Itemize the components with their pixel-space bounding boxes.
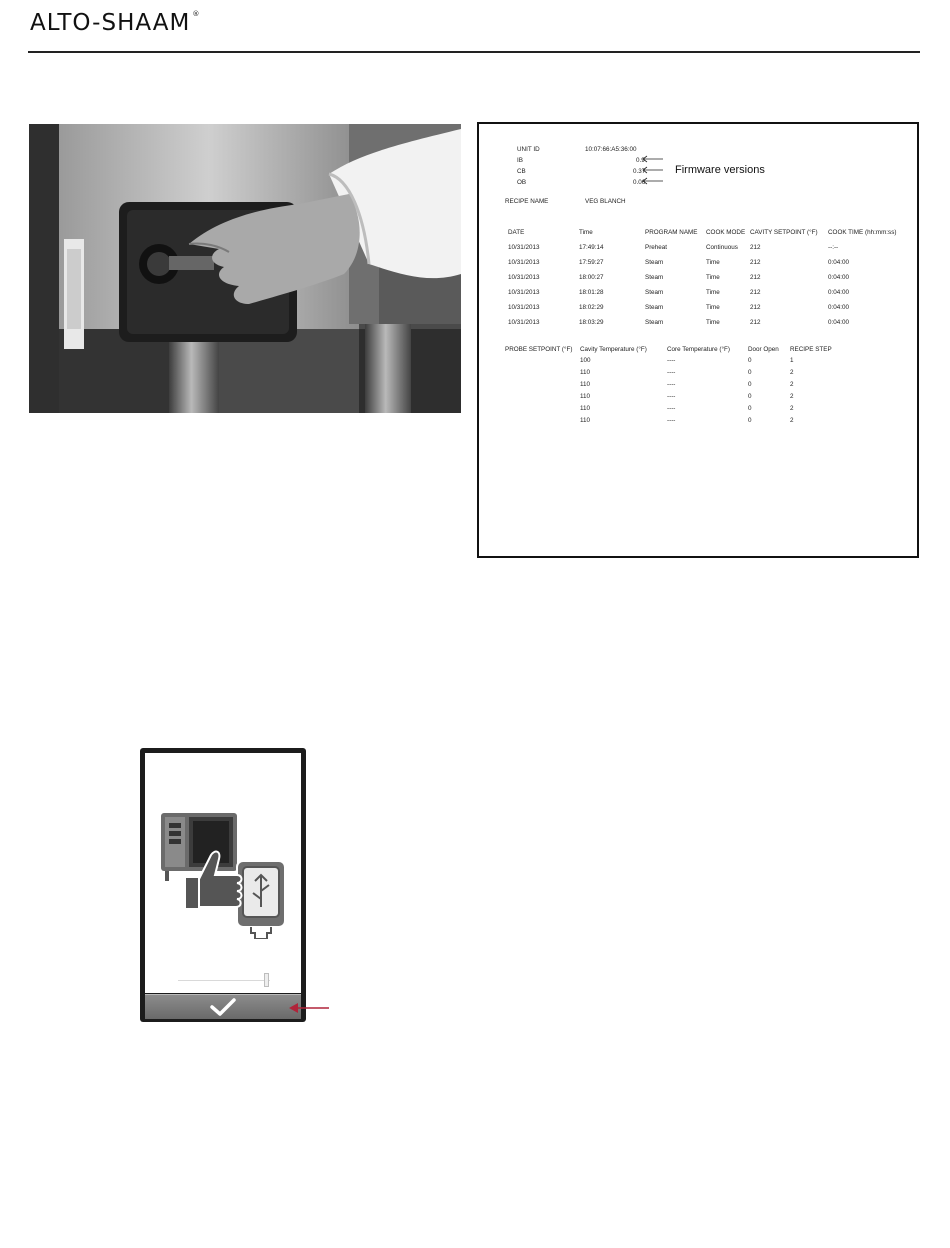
- log-cell: 212: [750, 274, 761, 281]
- log-cell: 0:04:00: [828, 259, 850, 266]
- log-header-cooktime: COOK TIME (hh:mm:ss): [828, 229, 897, 236]
- log-cell: 10/31/2013: [508, 244, 540, 251]
- brand-logo-text: ALTO-SHAAM: [30, 10, 191, 36]
- log-cell: 18:03:29: [579, 319, 604, 326]
- header-divider: [28, 51, 920, 53]
- progress-thumb: [264, 973, 269, 987]
- log-cell: 17:59:27: [579, 259, 604, 266]
- probe-cell: 110: [580, 369, 591, 376]
- probe-cell: 0: [748, 357, 752, 364]
- firmware-cb-value: 0.37: [633, 168, 646, 175]
- probe-cell: 0: [748, 405, 752, 412]
- probe-header-step: RECIPE STEP: [790, 346, 832, 353]
- probe-cell: 1: [790, 357, 794, 364]
- unit-id-value: 10:07:66:A5:36:00: [585, 146, 637, 153]
- probe-cell: 0: [748, 393, 752, 400]
- log-cell: --:--: [828, 244, 839, 251]
- probe-header-cavity: Cavity Temperature (°F): [580, 346, 647, 353]
- probe-cell: ----: [667, 381, 676, 388]
- log-header-setpoint: CAVITY SETPOINT (°F): [750, 229, 818, 236]
- log-cell: 10/31/2013: [508, 259, 540, 266]
- log-cell: Steam: [645, 289, 664, 296]
- probe-cell: 2: [790, 393, 794, 400]
- log-cell: 0:04:00: [828, 319, 850, 326]
- log-header-time: Time: [579, 229, 593, 236]
- log-cell: 18:01:28: [579, 289, 604, 296]
- probe-cell: 2: [790, 417, 794, 424]
- probe-cell: 110: [580, 417, 591, 424]
- device-screen: [140, 748, 306, 1022]
- log-cell: 10/31/2013: [508, 304, 540, 311]
- probe-cell: 0: [748, 417, 752, 424]
- firmware-ib-label: IB: [517, 157, 523, 164]
- callout-arrow: [289, 1001, 331, 1015]
- firmware-cb-label: CB: [517, 168, 526, 175]
- registered-mark: ®: [192, 10, 201, 18]
- thumbs-up-usb-icon: [159, 809, 291, 939]
- probe-header-core: Core Temperature (°F): [667, 346, 730, 353]
- progress-track: [178, 980, 270, 981]
- recipe-name-value: VEG BLANCH: [585, 198, 626, 205]
- unit-id-label: UNIT ID: [517, 146, 540, 153]
- probe-cell: 2: [790, 381, 794, 388]
- firmware-ib-value: 0.9: [636, 157, 645, 164]
- firmware-versions-annotation: Firmware versions: [675, 164, 765, 176]
- probe-cell: 2: [790, 369, 794, 376]
- probe-cell: 100: [580, 357, 591, 364]
- probe-cell: 110: [580, 393, 591, 400]
- log-cell: Time: [706, 289, 720, 296]
- probe-cell: 2: [790, 405, 794, 412]
- probe-cell: ----: [667, 369, 676, 376]
- brand-logo: [30, 10, 200, 36]
- probe-cell: ----: [667, 417, 676, 424]
- log-header-program: PROGRAM NAME: [645, 229, 698, 236]
- probe-cell: 110: [580, 405, 591, 412]
- probe-cell: ----: [667, 357, 676, 364]
- probe-cell: 0: [748, 381, 752, 388]
- confirm-button[interactable]: [145, 994, 301, 1019]
- log-cell: 212: [750, 244, 761, 251]
- firmware-ob-value: 0.06: [633, 179, 646, 186]
- log-cell: 0:04:00: [828, 289, 850, 296]
- log-cell: Continuous: [706, 244, 738, 251]
- log-cell: Steam: [645, 274, 664, 281]
- log-cell: Steam: [645, 304, 664, 311]
- usb-port-photo: [29, 124, 461, 413]
- probe-cell: 0: [748, 369, 752, 376]
- log-header-mode: COOK MODE: [706, 229, 746, 236]
- probe-cell: ----: [667, 405, 676, 412]
- usb-port-photo-illustration: [29, 124, 461, 413]
- usb-report-panel: [477, 122, 919, 558]
- log-cell: 17:49:14: [579, 244, 604, 251]
- log-cell: 0:04:00: [828, 274, 850, 281]
- log-cell: Steam: [645, 259, 664, 266]
- log-cell: Time: [706, 259, 720, 266]
- probe-cell: ----: [667, 393, 676, 400]
- log-cell: 212: [750, 289, 761, 296]
- log-cell: Time: [706, 274, 720, 281]
- recipe-name-label: RECIPE NAME: [505, 198, 549, 205]
- log-cell: 212: [750, 304, 761, 311]
- log-cell: 10/31/2013: [508, 289, 540, 296]
- log-cell: Time: [706, 319, 720, 326]
- log-cell: 212: [750, 259, 761, 266]
- device-screen-content: [145, 753, 301, 993]
- log-cell: 10/31/2013: [508, 274, 540, 281]
- log-cell: Steam: [645, 319, 664, 326]
- checkmark-icon: [209, 998, 237, 1016]
- log-cell: 10/31/2013: [508, 319, 540, 326]
- log-cell: Time: [706, 304, 720, 311]
- firmware-ob-label: OB: [517, 179, 527, 186]
- log-cell: Preheat: [645, 244, 668, 251]
- probe-header-door: Door Open: [748, 346, 779, 353]
- firmware-arrows: [639, 154, 679, 186]
- probe-cell: 110: [580, 381, 591, 388]
- log-cell: 18:00:27: [579, 274, 604, 281]
- log-header-date: DATE: [508, 229, 525, 236]
- log-cell: 0:04:00: [828, 304, 850, 311]
- log-cell: 212: [750, 319, 761, 326]
- log-cell: 18:02:29: [579, 304, 604, 311]
- probe-header-setpoint: PROBE SETPOINT (°F): [505, 346, 573, 353]
